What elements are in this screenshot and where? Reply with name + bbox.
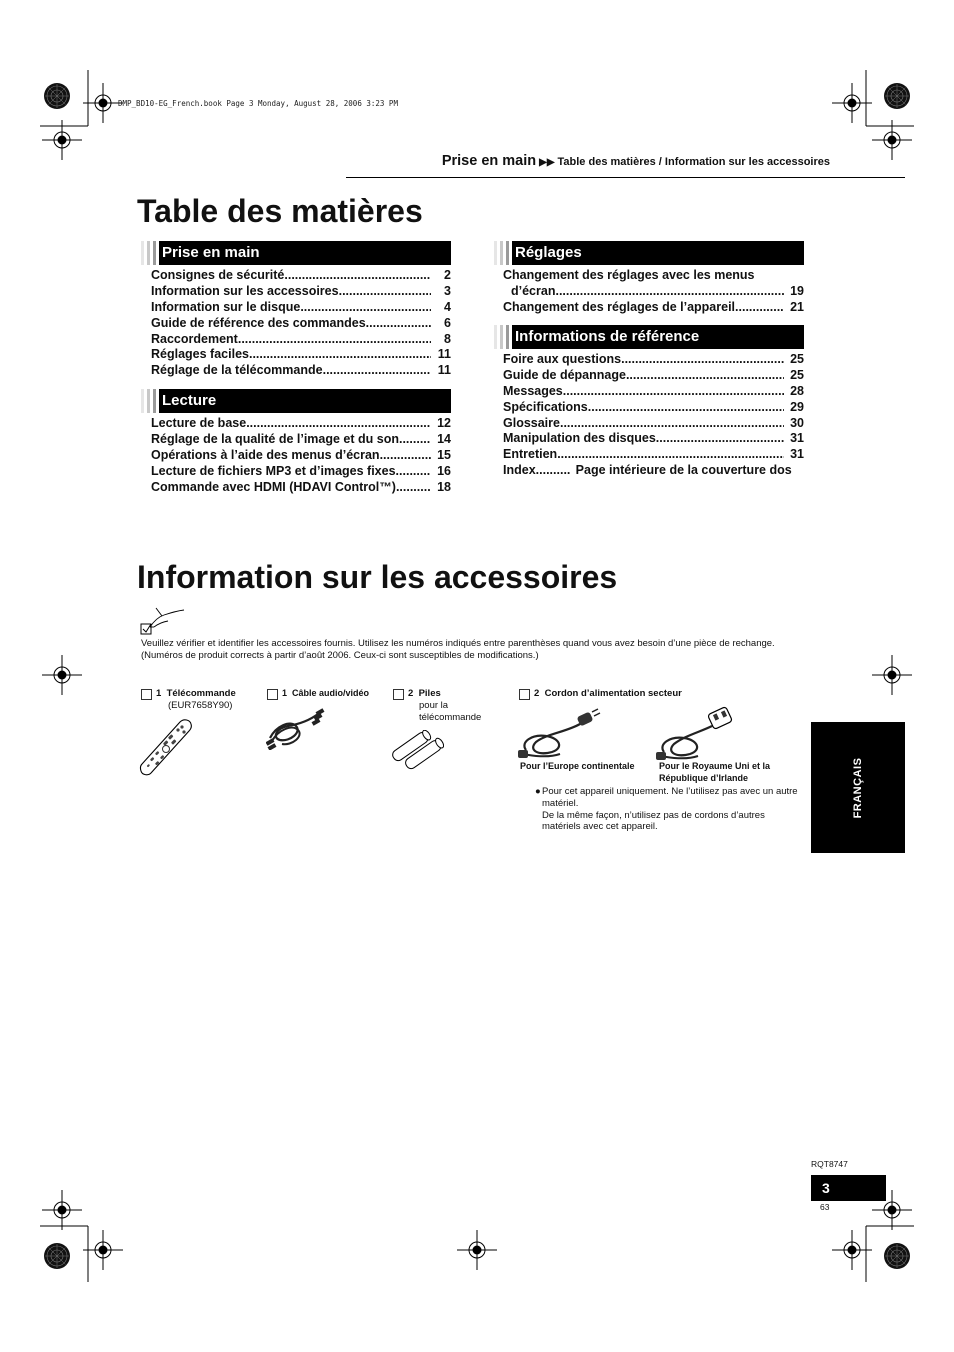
toc-title: Table des matières (137, 193, 423, 229)
av-cable-label: 1 Câble audio/vidéo (282, 688, 370, 698)
toc-entry[interactable]: Manipulation des disques ..... 31 (503, 431, 804, 447)
av-cable-checkbox[interactable] (267, 689, 278, 700)
toc-heading-informations-de-reference: Informations de référence (494, 325, 804, 349)
toc-entry[interactable]: Glossaire ..... 30 (503, 416, 804, 432)
toc-entry[interactable]: Réglages faciles ..... 11 (151, 347, 451, 363)
toc-list-informations-de-reference (503, 352, 804, 479)
remote-icon (138, 718, 194, 776)
toc-entry[interactable]: Information sur le disque ..... 4 (151, 300, 451, 316)
power-cord-checkbox[interactable] (519, 689, 530, 700)
power-cord-icon (518, 706, 602, 760)
intro-text: Veuillez vérifier et identifier les accessoires fournis. Utilisez les numéros indiqués entre parenthèses quand vous avez besoin d’une pièce de rechange. (141, 638, 775, 649)
language-tab: FRANÇAIS (811, 722, 905, 853)
cord-note (535, 786, 805, 833)
accessories-title: Information sur les accessoires (137, 559, 618, 595)
remote-part-number: (EUR7658Y90) (168, 700, 233, 711)
power-cord-icon (656, 706, 736, 760)
toc-list-lecture (151, 416, 451, 495)
toc-entry[interactable]: Lecture de fichiers MP3 et d’images fixes ..... 16 (151, 464, 451, 480)
page-number: 3 (811, 1175, 886, 1201)
toc-entry[interactable]: Changement des réglages de l’appareil ..... 21 (503, 300, 804, 316)
bullet-icon: ● (535, 786, 541, 797)
toc-entry[interactable]: Guide de dépannage ..... 25 (503, 368, 804, 384)
cord-caption-europe: Pour l’Europe continentale (520, 761, 635, 771)
toc-entry[interactable]: Commande avec HDMI (HDAVI Control™) ..... 18 (151, 480, 451, 496)
toc-entry[interactable]: d’écran ..... 19 (503, 284, 804, 300)
toc-entry[interactable]: Consignes de sécurité ..... 2 (151, 268, 451, 284)
header-rule (346, 177, 905, 178)
batteries-checkbox[interactable] (393, 689, 404, 700)
toc-entry[interactable]: Foire aux questions ..... 25 (503, 352, 804, 368)
toc-heading-prise-en-main: Prise en main (141, 241, 451, 265)
toc-entry[interactable]: Lecture de base ..... 12 (151, 416, 451, 432)
toc-list-reglages (503, 268, 804, 316)
toc-entry-index[interactable]: Index ..... Page intérieure de la couverture dos (503, 463, 804, 479)
intro-note: (Numéros de produit corrects à partir d’août 2006. Ceux-ci sont susceptibles de modifications.) (141, 649, 539, 661)
cord-note-1: Pour cet appareil uniquement. Ne l’utilisez pas avec un autre matériel. (542, 786, 798, 809)
toc-entry[interactable]: Réglage de la qualité de l’image et du son ..... 14 (151, 432, 451, 448)
toc-entry[interactable]: Réglage de la télécommande ..... 11 (151, 363, 451, 379)
toc-entry[interactable]: Spécifications ..... 29 (503, 400, 804, 416)
toc-heading-reglages: Réglages (494, 241, 804, 265)
running-header (340, 152, 830, 170)
toc-entry[interactable]: Information sur les accessoires ..... 3 (151, 284, 451, 300)
toc-heading-lecture: Lecture (141, 389, 451, 413)
header-section: Prise en main (441, 153, 537, 169)
checklist-hand-icon (140, 607, 190, 637)
toc-entry[interactable]: Messages ..... 28 (503, 384, 804, 400)
toc-entry[interactable]: Entretien ..... 31 (503, 447, 804, 463)
toc-list-prise-en-main (151, 268, 451, 379)
remote-label: 1 Télécommande (156, 688, 236, 699)
header-arrows: ▶▶ (539, 157, 555, 168)
cord-note-2: De la même façon, n’utilisez pas de cordons d’autres matériels avec cet appareil. (542, 809, 765, 833)
page-sub-number: 63 (820, 1202, 830, 1212)
book-file-header: DMP_BD10-EG_French.book Page 3 Monday, August 28, 2006 3:23 PM (118, 99, 398, 108)
av-cable-icon (266, 708, 326, 750)
header-subtitle: Table des matières / Information sur les accessoires (557, 156, 830, 168)
toc-entry[interactable]: Raccordement ..... 8 (151, 332, 451, 348)
cord-caption-uk: Pour le Royaume Uni et la République d’Irlande (659, 761, 771, 783)
batteries-detail: pour la télécommande (419, 700, 482, 723)
document-code: RQT8747 (811, 1159, 848, 1169)
toc-entry[interactable]: Changement des réglages avec les menus (503, 268, 755, 282)
remote-checkbox[interactable] (141, 689, 152, 700)
batteries-label: 2 Piles (408, 688, 441, 699)
toc-entry[interactable]: Opérations à l’aide des menus d’écran ..... 15 (151, 448, 451, 464)
accessories-intro (141, 638, 801, 662)
toc-entry[interactable]: Guide de référence des commandes ..... 6 (151, 316, 451, 332)
battery-icon (390, 730, 444, 772)
power-cord-label: 2 Cordon d’alimentation secteur (534, 688, 682, 699)
